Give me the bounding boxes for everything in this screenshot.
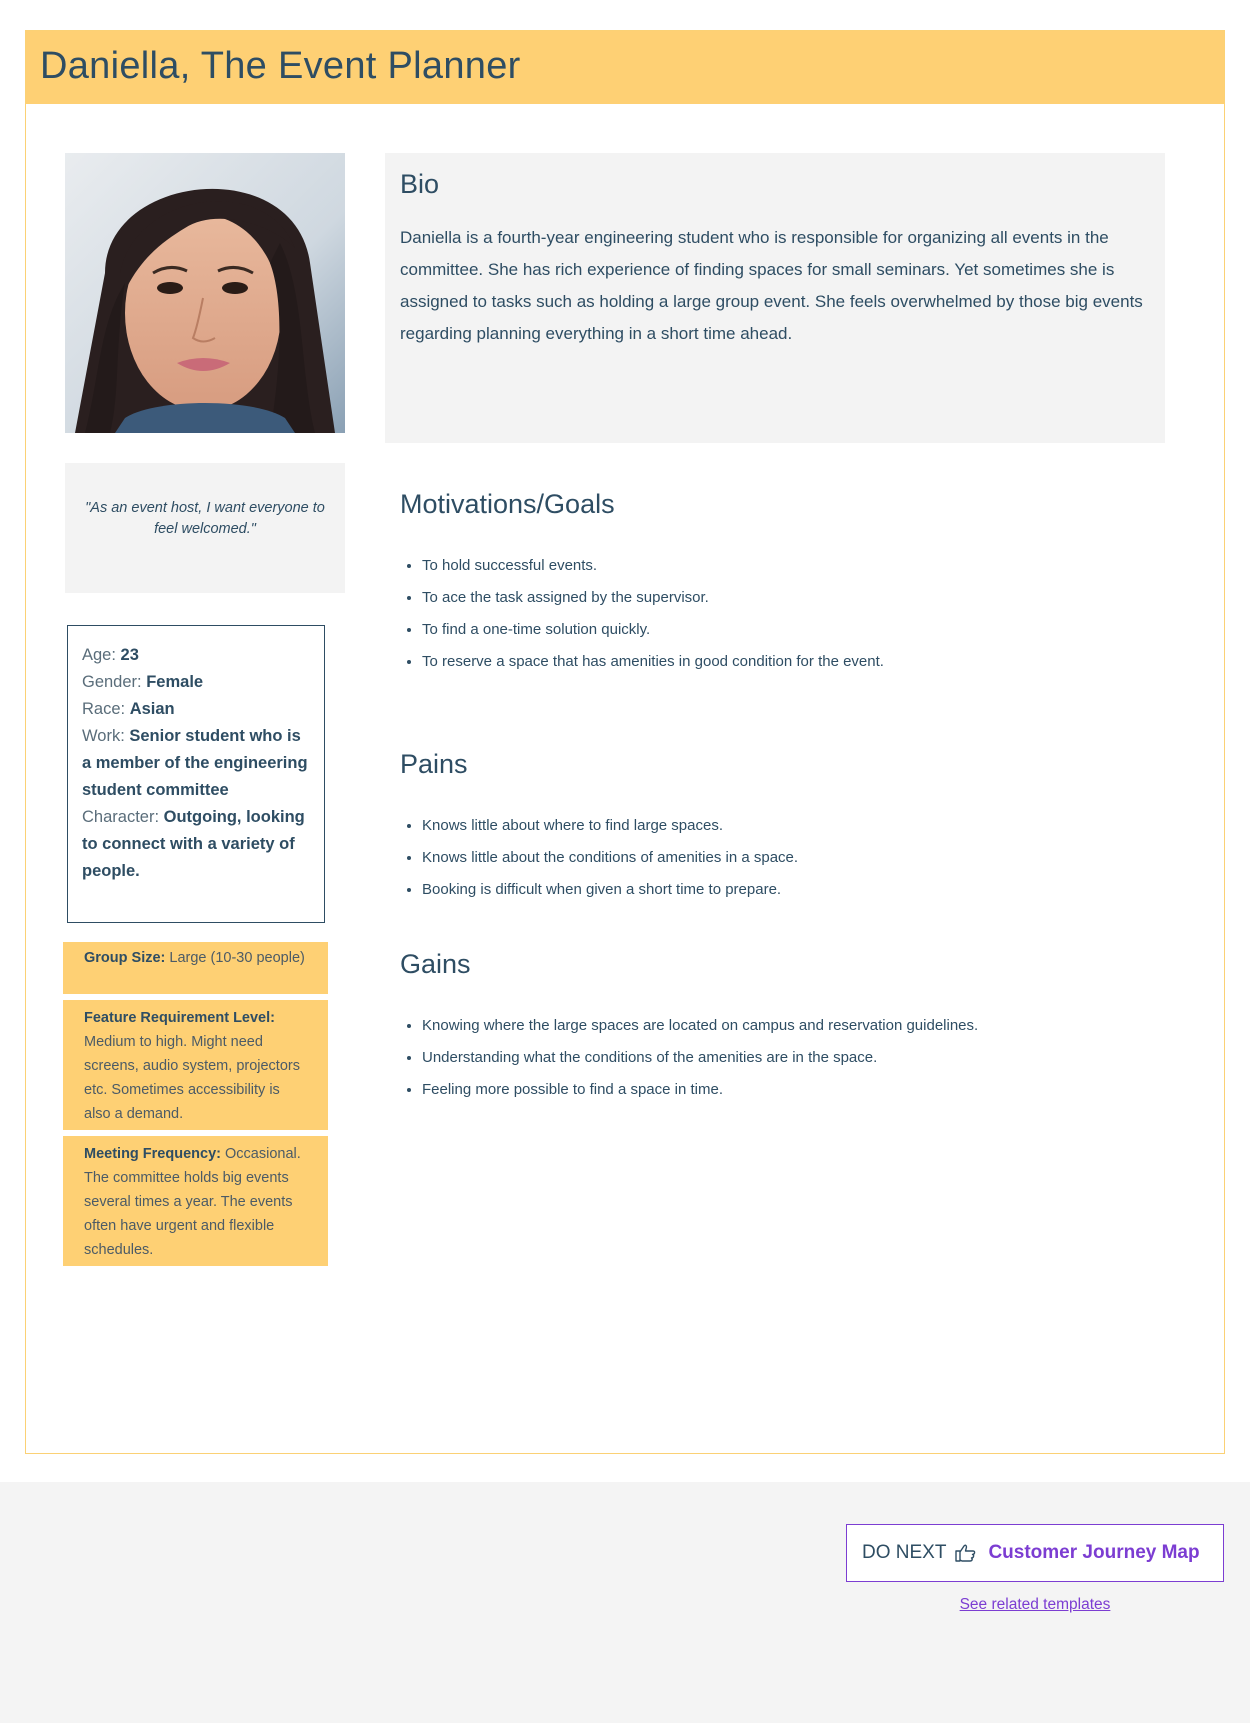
group-size-tag xyxy=(63,942,328,994)
list-item: • Knowing where the large spaces are located on campus and reservation guidelines. xyxy=(422,1010,1180,1042)
race-value: Asian xyxy=(129,700,175,718)
meeting-frequency-value: Occasional. The committee holds big events several times a year. The events often have urgent and flexible schedules. xyxy=(84,1146,301,1258)
motivations-section xyxy=(400,489,1180,678)
meeting-frequency-tag xyxy=(63,1136,328,1266)
pains-list xyxy=(400,810,1180,906)
footer xyxy=(0,1482,1250,1723)
persona-card xyxy=(25,30,1225,1454)
list-item: • To hold successful events. xyxy=(422,550,1180,582)
gains-heading: Gains xyxy=(400,949,471,979)
character-value: Outgoing, looking to connect with a variety of people. xyxy=(82,808,305,880)
bio-box xyxy=(385,153,1165,443)
persona-quote-box xyxy=(65,463,345,593)
gender-label: Gender: xyxy=(82,673,142,691)
list-item: • Understanding what the conditions of the amenities are in the space. xyxy=(422,1042,1180,1074)
work-row xyxy=(82,723,310,804)
bio-text: Daniella is a fourth-year engineering student who is responsible for organizing all events in the committee. She has rich experience of finding spaces for small seminars. Yet sometimes she is assigned to tasks such as holding a large group event. She feels overwhelmed by those big events regarding planning everything in a short time ahead. xyxy=(400,228,1143,343)
race-label: Race: xyxy=(82,700,126,718)
persona-photo xyxy=(65,153,345,433)
character-row xyxy=(82,804,310,885)
meeting-frequency-label: Meeting Frequency: xyxy=(84,1146,221,1162)
persona-title: Daniella, The Event Planner xyxy=(40,45,521,87)
bio-heading: Bio xyxy=(400,169,440,199)
age-row xyxy=(82,642,310,669)
list-item: • To reserve a space that has amenities in good condition for the event. xyxy=(422,646,1180,678)
list-item: • To ace the task assigned by the supervisor. xyxy=(422,582,1180,614)
character-label: Character: xyxy=(82,808,160,826)
feature-requirement-value: Medium to high. Might need screens, audio system, projectors etc. Sometimes accessibility is also a demand. xyxy=(84,1034,300,1122)
pains-heading: Pains xyxy=(400,749,468,779)
list-item: • Booking is difficult when given a short time to prepare. xyxy=(422,874,1180,906)
gender-row xyxy=(82,669,310,696)
do-next-box xyxy=(846,1524,1224,1582)
feature-requirement-tag xyxy=(63,1000,328,1130)
see-related-templates-link[interactable]: See related templates xyxy=(959,1596,1111,1613)
list-item: • To find a one-time solution quickly. xyxy=(422,614,1180,646)
list-item: • Knows little about the conditions of amenities in a space. xyxy=(422,842,1180,874)
persona-quote: "As an event host, I want everyone to feel welcomed." xyxy=(85,500,325,537)
do-next-label: DO NEXT xyxy=(862,1542,947,1563)
gains-list xyxy=(400,1010,1180,1106)
list-item: • Knows little about where to find large spaces. xyxy=(422,810,1180,842)
work-value: Senior student who is a member of the engineering student committee xyxy=(82,727,308,799)
demographics-box xyxy=(67,625,325,923)
age-value: 23 xyxy=(120,646,139,664)
pains-section xyxy=(400,749,1180,906)
motivations-list xyxy=(400,550,1180,678)
feature-requirement-label: Feature Requirement Level: xyxy=(84,1010,275,1026)
pointing-hand-icon xyxy=(954,1543,976,1563)
work-label: Work: xyxy=(82,727,125,745)
group-size-value: Large (10-30 people) xyxy=(169,950,305,966)
portrait-image xyxy=(65,153,345,433)
gender-value: Female xyxy=(146,673,204,691)
list-item: • Feeling more possible to find a space in time. xyxy=(422,1074,1180,1106)
age-label: Age: xyxy=(82,646,116,664)
group-size-label: Group Size: xyxy=(84,950,166,966)
race-row xyxy=(82,696,310,723)
motivations-heading: Motivations/Goals xyxy=(400,489,615,519)
persona-header xyxy=(26,31,1224,104)
customer-journey-map-link[interactable]: Customer Journey Map xyxy=(988,1542,1200,1563)
gains-section xyxy=(400,949,1180,1106)
